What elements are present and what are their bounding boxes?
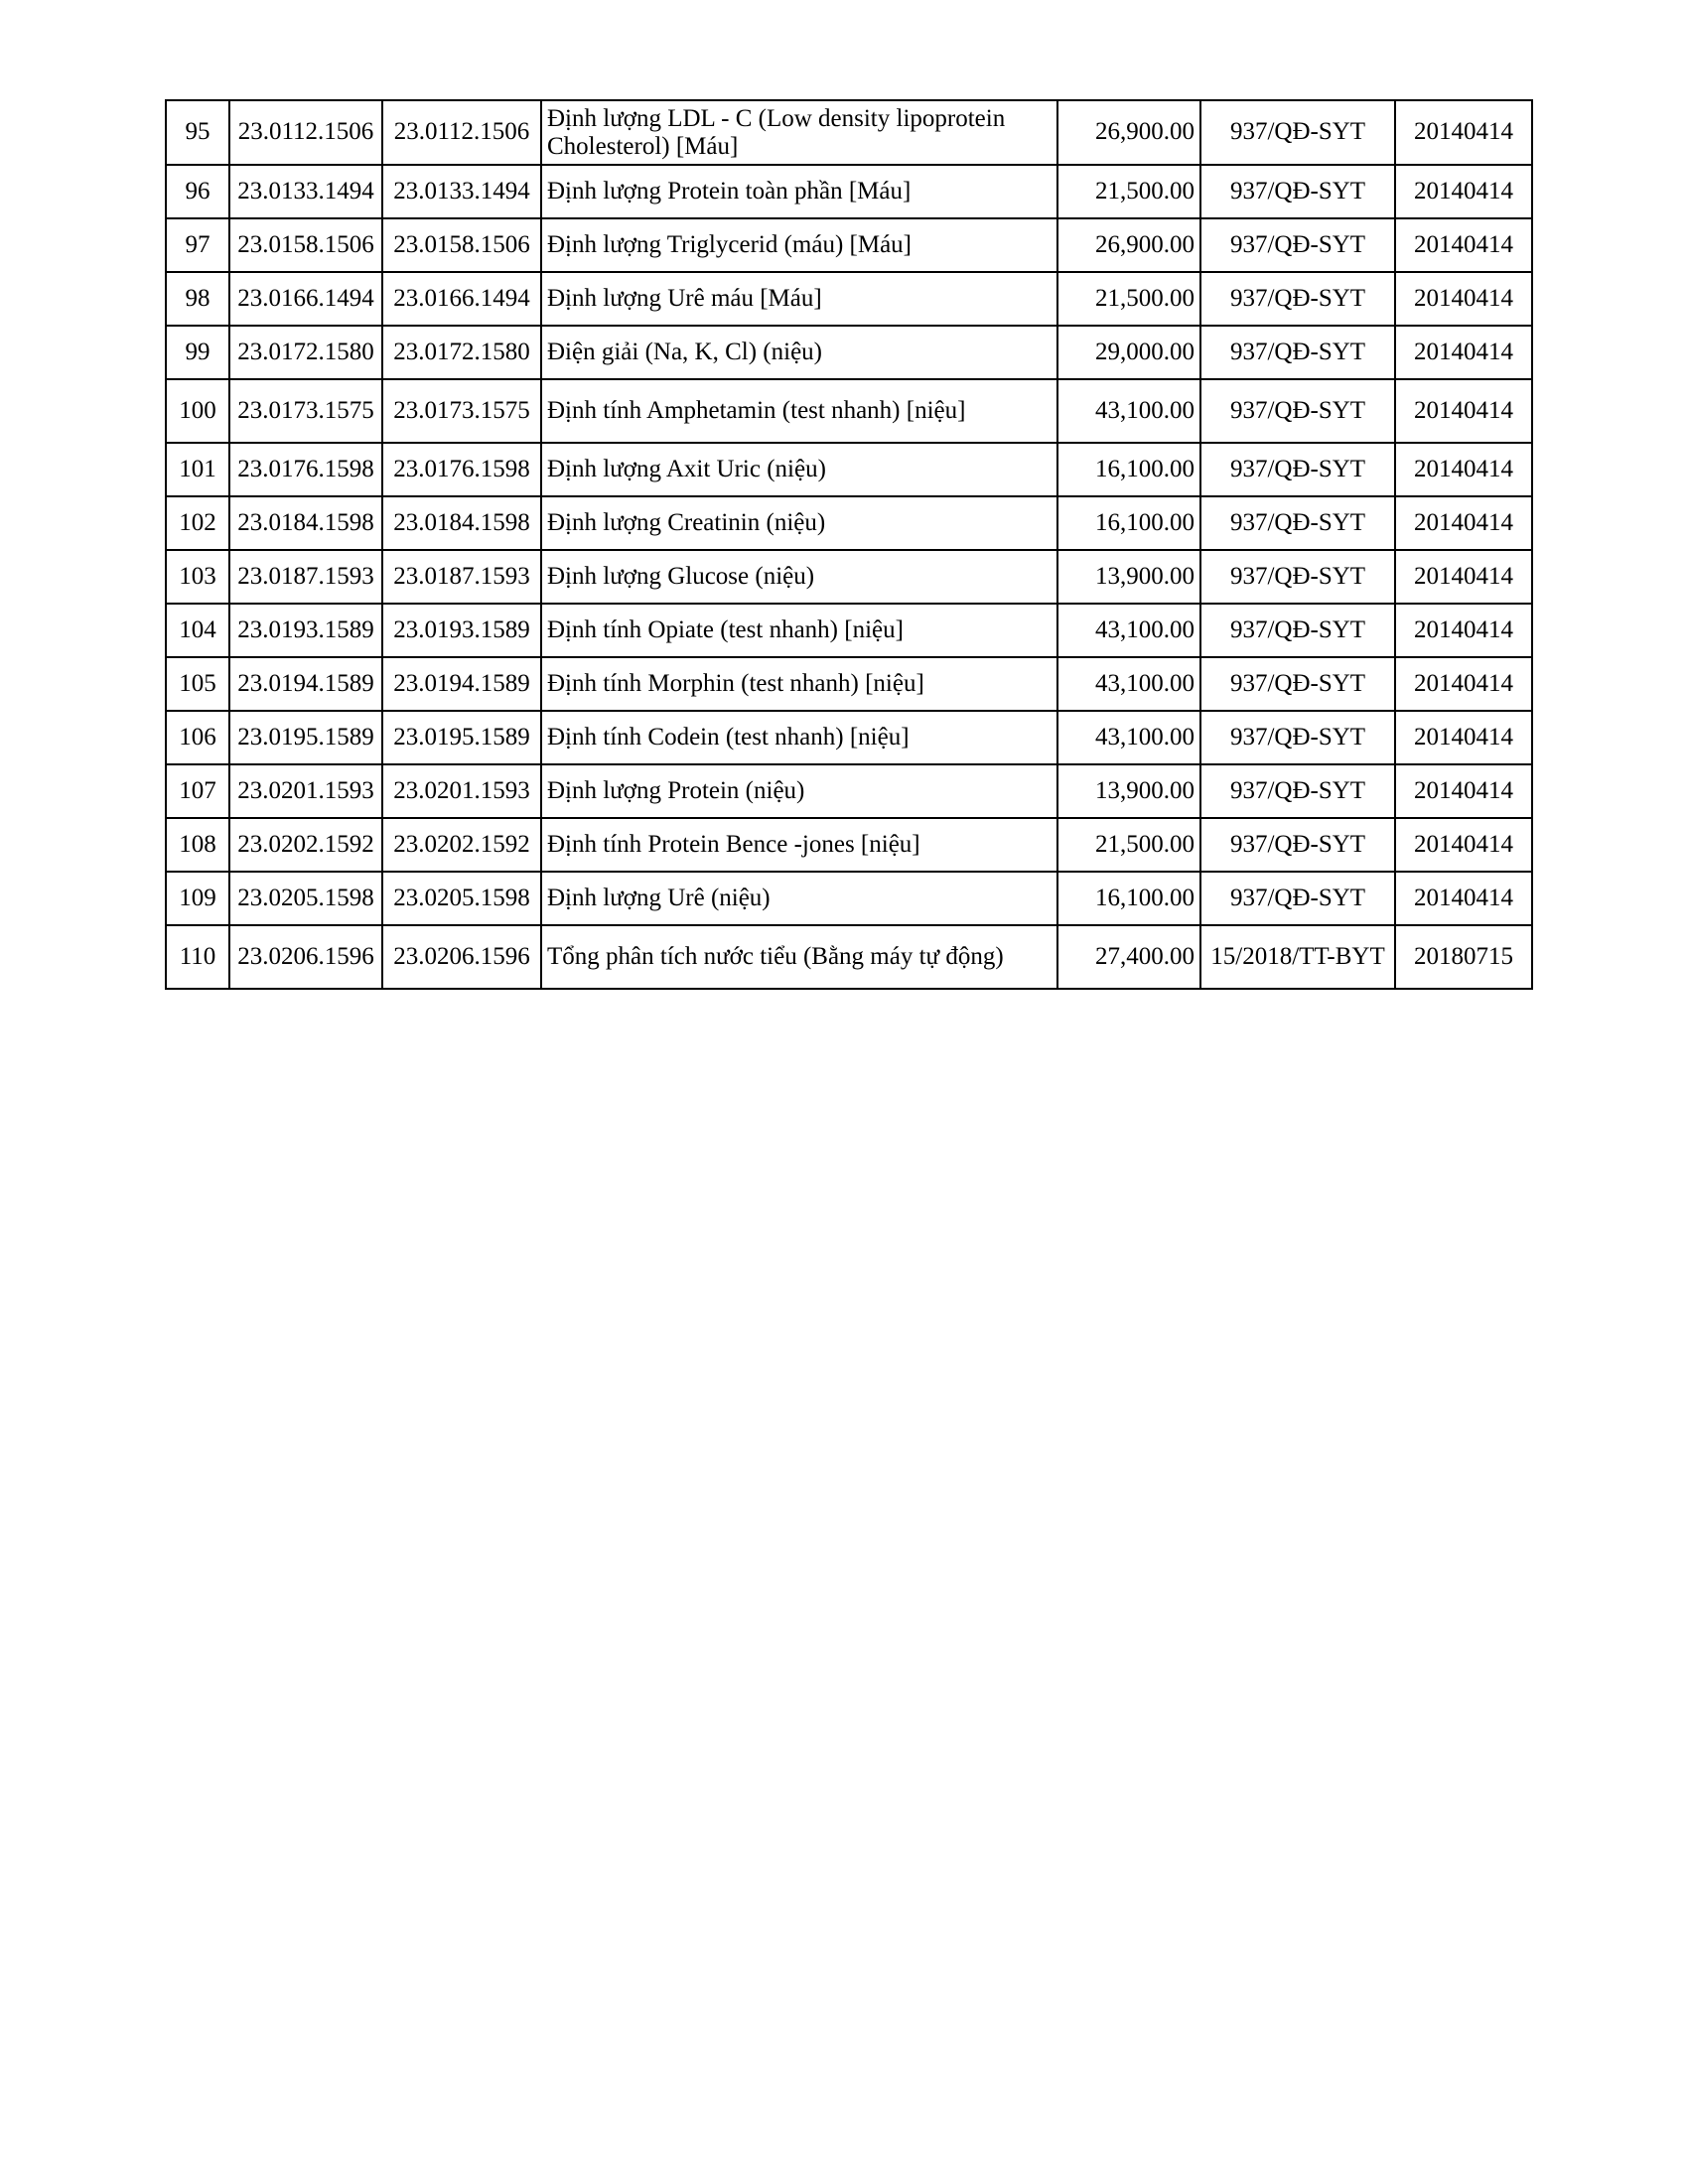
decision-number: 937/QĐ-SYT: [1200, 496, 1395, 550]
row-number: 96: [166, 165, 229, 218]
service-name: Điện giải (Na, K, Cl) (niệu): [541, 326, 1057, 379]
mapped-code: 23.0176.1598: [382, 443, 541, 496]
service-name: Định lượng Protein toàn phần [Máu]: [541, 165, 1057, 218]
service-price: 21,500.00: [1057, 818, 1200, 872]
service-name: Định tính Amphetamin (test nhanh) [niệu]: [541, 379, 1057, 443]
service-price: 16,100.00: [1057, 443, 1200, 496]
table-row: [166, 100, 1532, 165]
effective-date: 20140414: [1395, 550, 1532, 604]
mapped-code: 23.0202.1592: [382, 818, 541, 872]
mapped-code: 23.0194.1589: [382, 657, 541, 711]
decision-number: 937/QĐ-SYT: [1200, 326, 1395, 379]
service-name: Định lượng Triglycerid (máu) [Máu]: [541, 218, 1057, 272]
mapped-code: 23.0158.1506: [382, 218, 541, 272]
service-price: 27,400.00: [1057, 925, 1200, 989]
decision-number: 937/QĐ-SYT: [1200, 218, 1395, 272]
service-name: Định lượng Axit Uric (niệu): [541, 443, 1057, 496]
table-body: [166, 100, 1532, 989]
service-price: 21,500.00: [1057, 272, 1200, 326]
table-row: [166, 165, 1532, 218]
service-price: 43,100.00: [1057, 604, 1200, 657]
service-code: 23.0205.1598: [229, 872, 382, 925]
mapped-code: 23.0133.1494: [382, 165, 541, 218]
service-name: Định tính Morphin (test nhanh) [niệu]: [541, 657, 1057, 711]
table-row: [166, 604, 1532, 657]
service-price: 13,900.00: [1057, 550, 1200, 604]
effective-date: 20180715: [1395, 925, 1532, 989]
row-number: 98: [166, 272, 229, 326]
row-number: 104: [166, 604, 229, 657]
service-name: Định lượng Protein (niệu): [541, 764, 1057, 818]
mapped-code: 23.0172.1580: [382, 326, 541, 379]
service-name: Định lượng Urê máu [Máu]: [541, 272, 1057, 326]
effective-date: 20140414: [1395, 272, 1532, 326]
service-price: 43,100.00: [1057, 711, 1200, 764]
service-code: 23.0173.1575: [229, 379, 382, 443]
service-name: Định lượng Creatinin (niệu): [541, 496, 1057, 550]
service-name: Định lượng Glucose (niệu): [541, 550, 1057, 604]
service-name: Định lượng LDL - C (Low density lipoprotein Cholesterol) [Máu]: [541, 100, 1057, 165]
table-row: [166, 326, 1532, 379]
mapped-code: 23.0184.1598: [382, 496, 541, 550]
decision-number: 937/QĐ-SYT: [1200, 550, 1395, 604]
table-row: [166, 657, 1532, 711]
mapped-code: 23.0195.1589: [382, 711, 541, 764]
decision-number: 937/QĐ-SYT: [1200, 764, 1395, 818]
service-name: Tổng phân tích nước tiểu (Bằng máy tự động): [541, 925, 1057, 989]
service-code: 23.0206.1596: [229, 925, 382, 989]
mapped-code: 23.0205.1598: [382, 872, 541, 925]
effective-date: 20140414: [1395, 818, 1532, 872]
effective-date: 20140414: [1395, 496, 1532, 550]
table-row: [166, 550, 1532, 604]
service-price: 29,000.00: [1057, 326, 1200, 379]
decision-number: 937/QĐ-SYT: [1200, 272, 1395, 326]
decision-number: 937/QĐ-SYT: [1200, 100, 1395, 165]
row-number: 106: [166, 711, 229, 764]
service-code: 23.0201.1593: [229, 764, 382, 818]
service-code: 23.0184.1598: [229, 496, 382, 550]
mapped-code: 23.0166.1494: [382, 272, 541, 326]
row-number: 100: [166, 379, 229, 443]
effective-date: 20140414: [1395, 711, 1532, 764]
decision-number: 937/QĐ-SYT: [1200, 818, 1395, 872]
service-code: 23.0158.1506: [229, 218, 382, 272]
decision-number: 937/QĐ-SYT: [1200, 711, 1395, 764]
service-code: 23.0133.1494: [229, 165, 382, 218]
table-row: [166, 818, 1532, 872]
mapped-code: 23.0206.1596: [382, 925, 541, 989]
service-price: 26,900.00: [1057, 218, 1200, 272]
table-row: [166, 872, 1532, 925]
row-number: 95: [166, 100, 229, 165]
effective-date: 20140414: [1395, 379, 1532, 443]
table-row: [166, 218, 1532, 272]
mapped-code: 23.0193.1589: [382, 604, 541, 657]
price-table: [165, 99, 1533, 990]
table-row: [166, 711, 1532, 764]
service-code: 23.0176.1598: [229, 443, 382, 496]
service-code: 23.0194.1589: [229, 657, 382, 711]
row-number: 102: [166, 496, 229, 550]
service-price: 26,900.00: [1057, 100, 1200, 165]
service-price: 21,500.00: [1057, 165, 1200, 218]
row-number: 99: [166, 326, 229, 379]
effective-date: 20140414: [1395, 657, 1532, 711]
service-price: 43,100.00: [1057, 657, 1200, 711]
effective-date: 20140414: [1395, 764, 1532, 818]
service-code: 23.0202.1592: [229, 818, 382, 872]
effective-date: 20140414: [1395, 443, 1532, 496]
row-number: 109: [166, 872, 229, 925]
table-row: [166, 272, 1532, 326]
service-name: Định tính Codein (test nhanh) [niệu]: [541, 711, 1057, 764]
row-number: 108: [166, 818, 229, 872]
table-row: [166, 443, 1532, 496]
effective-date: 20140414: [1395, 165, 1532, 218]
service-code: 23.0187.1593: [229, 550, 382, 604]
service-price: 16,100.00: [1057, 496, 1200, 550]
service-price: 13,900.00: [1057, 764, 1200, 818]
decision-number: 937/QĐ-SYT: [1200, 443, 1395, 496]
table-row: [166, 496, 1532, 550]
table-row: [166, 379, 1532, 443]
decision-number: 937/QĐ-SYT: [1200, 872, 1395, 925]
service-code: 23.0112.1506: [229, 100, 382, 165]
effective-date: 20140414: [1395, 326, 1532, 379]
mapped-code: 23.0173.1575: [382, 379, 541, 443]
row-number: 110: [166, 925, 229, 989]
decision-number: 15/2018/TT-BYT: [1200, 925, 1395, 989]
mapped-code: 23.0187.1593: [382, 550, 541, 604]
service-code: 23.0172.1580: [229, 326, 382, 379]
mapped-code: 23.0201.1593: [382, 764, 541, 818]
service-code: 23.0193.1589: [229, 604, 382, 657]
effective-date: 20140414: [1395, 100, 1532, 165]
service-name: Định lượng Urê (niệu): [541, 872, 1057, 925]
service-price: 16,100.00: [1057, 872, 1200, 925]
decision-number: 937/QĐ-SYT: [1200, 604, 1395, 657]
effective-date: 20140414: [1395, 872, 1532, 925]
table-row: [166, 925, 1532, 989]
service-name: Định tính Protein Bence -jones [niệu]: [541, 818, 1057, 872]
row-number: 103: [166, 550, 229, 604]
row-number: 105: [166, 657, 229, 711]
table-row: [166, 764, 1532, 818]
decision-number: 937/QĐ-SYT: [1200, 657, 1395, 711]
service-price: 43,100.00: [1057, 379, 1200, 443]
effective-date: 20140414: [1395, 218, 1532, 272]
mapped-code: 23.0112.1506: [382, 100, 541, 165]
effective-date: 20140414: [1395, 604, 1532, 657]
decision-number: 937/QĐ-SYT: [1200, 165, 1395, 218]
row-number: 97: [166, 218, 229, 272]
service-name: Định tính Opiate (test nhanh) [niệu]: [541, 604, 1057, 657]
service-code: 23.0166.1494: [229, 272, 382, 326]
decision-number: 937/QĐ-SYT: [1200, 379, 1395, 443]
service-code: 23.0195.1589: [229, 711, 382, 764]
row-number: 107: [166, 764, 229, 818]
row-number: 101: [166, 443, 229, 496]
